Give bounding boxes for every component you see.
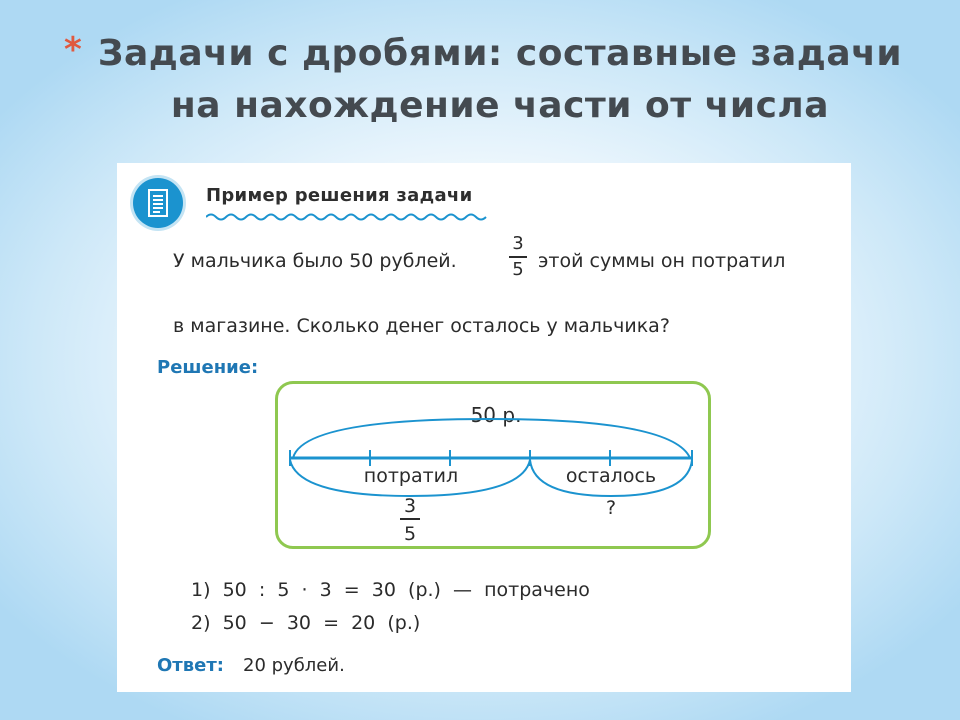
diagram-unknown-mark: ? <box>605 497 617 519</box>
diagram-left-label: осталось <box>565 465 657 487</box>
book-icon <box>133 178 183 228</box>
problem-fraction-denominator: 5 <box>512 259 524 280</box>
answer-label: Ответ: <box>157 655 224 676</box>
diagram-spent-label: потратил <box>363 465 459 487</box>
solution-step-1: 1) 50 : 5 · 3 = 30 (р.) — потрачено <box>191 579 590 601</box>
segment-diagram-frame <box>275 381 711 549</box>
slide-title-line-2: на нахождение части от числа <box>170 85 830 126</box>
slide-title-line-1: Задачи с дробями: составные задачи <box>97 33 903 74</box>
problem-text-part2: этой суммы он потратил <box>538 250 786 272</box>
problem-fraction-numerator: 3 <box>512 233 524 254</box>
diagram-spent-fraction-numerator: 3 <box>403 495 417 517</box>
problem-text-part1: У мальчика было 50 рублей. <box>173 250 457 272</box>
heading-wavy-underline <box>206 212 488 222</box>
title-bullet: * <box>64 30 82 70</box>
answer-value: 20 рублей. <box>243 655 345 676</box>
textbook-card <box>117 163 851 692</box>
problem-fraction <box>509 232 527 282</box>
diagram-spent-fraction-denominator: 5 <box>403 523 417 545</box>
solution-label: Решение: <box>157 357 259 378</box>
slide-title <box>70 28 930 132</box>
section-heading: Пример решения задачи <box>206 185 473 206</box>
solution-step-2: 2) 50 − 30 = 20 (р.) <box>191 612 421 634</box>
problem-text-line2: в магазине. Сколько денег осталось у мальчика? <box>173 315 670 337</box>
diagram-total-label: 50 р. <box>470 403 522 427</box>
segment-diagram <box>278 384 708 546</box>
